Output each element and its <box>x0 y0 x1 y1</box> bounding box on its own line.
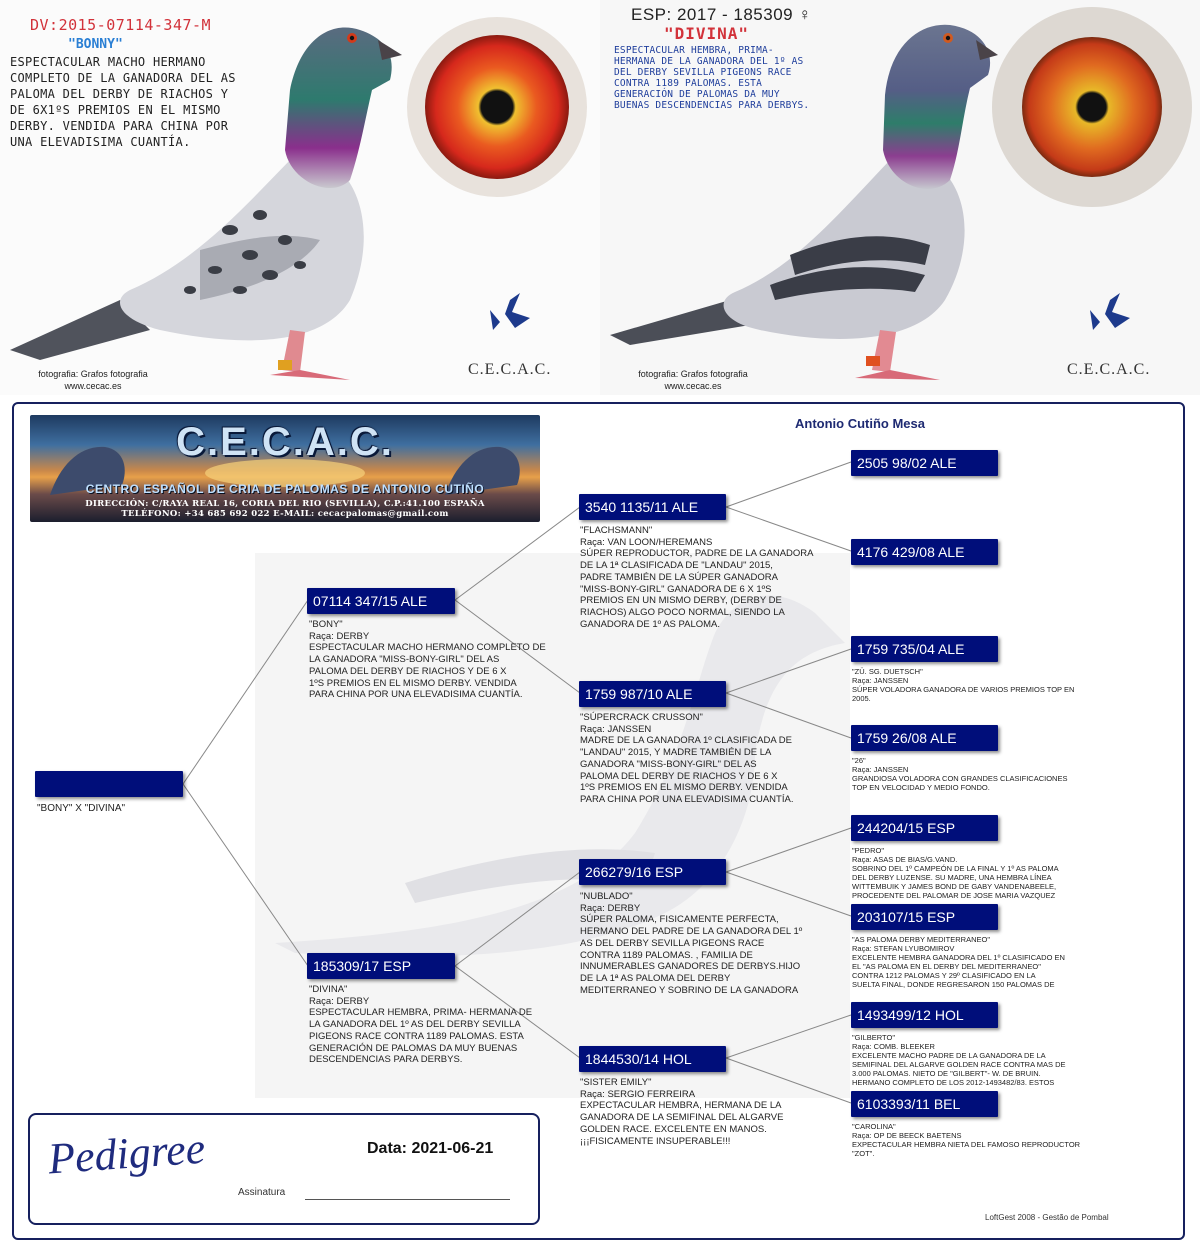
bonny-nickname: "BONNY" <box>68 37 123 52</box>
description-line: SÚPER PALOMA, FISICAMENTE PERFECTA, <box>580 914 779 926</box>
description-line: ESPECTACULAR HEMBRA, PRIMA- HERMANA DE <box>309 1007 533 1019</box>
sire-ring-box[interactable]: 07114 347/15 ALE <box>307 588 455 614</box>
description-line: ESPECTACULAR MACHO HERMANO COMPLETO DE <box>309 642 546 654</box>
description-line: LA GANADORA DEL 1º AS DEL DERBY SEVILLA <box>309 1019 521 1031</box>
photo-credit-url: www.cecac.es <box>64 381 122 391</box>
dsd-nickname: "AS PALOMA DERBY MEDITERRANEO" <box>852 935 990 944</box>
description-line: PALOMA DEL DERBY DE RIACHOS Y DE 6 X <box>580 770 778 782</box>
description-line: GOLDEN RACE. EXCELENTE EN MANOS. <box>580 1123 767 1135</box>
description-line: EL "AS PALOMA EN EL DERBY DEL MEDITERRANEO" <box>852 962 1041 971</box>
dam-breed: Raça: DERBY <box>309 995 370 1007</box>
dd-breed: Raça: SERGIO FERREIRA <box>580 1088 696 1100</box>
description-line: GANADORA DE LA SEMIFINAL DEL ALGARVE <box>580 1112 784 1124</box>
description-line: GRANDIOSA VOLADORA CON GRANDES CLASIFICACIONES <box>852 774 1068 783</box>
description-line: INNUMERABLES GANADORES DE DERBYS.HIJO <box>580 961 801 973</box>
dsd-breed: Raça: STEFAN LYUBOMIROV <box>852 944 955 953</box>
dam-ring-box[interactable]: 185309/17 ESP <box>307 953 455 979</box>
subject-ring-box[interactable] <box>35 771 183 797</box>
description-line: DE LA 1ª CLASIFICADA DE "LANDAU" 2015, <box>580 560 773 572</box>
description-line: DESCENDENCIAS PARA DERBYS. <box>309 1054 463 1066</box>
sds-ring-box[interactable]: 1759 735/04 ALE <box>851 636 998 662</box>
description-line: HERMANO COMPLETO DE LOS 2012-1493482/83. ESTOS <box>852 1078 1055 1087</box>
description-line: 3.000 PALOMAS. NIETO DE "GILBERT"- W. DE BRUIN. <box>852 1069 1041 1078</box>
ss-nickname: "FLACHSMANN" <box>580 525 653 536</box>
cecac-logo-text: C.E.C.A.C. <box>468 361 552 378</box>
ddd-breed: Raça: OP DE BEECK BAETENS <box>852 1131 962 1140</box>
sds-description <box>852 667 1074 703</box>
description-line: GENERACIÓN DE PALOMAS DA MUY BUENAS <box>309 1042 518 1054</box>
bonny-description-line: DERBY. VENDIDA PARA CHINA POR <box>10 119 229 133</box>
description-line: PARA CHINA POR UNA ELEVADISIMA CUANTÍA. <box>580 793 794 805</box>
dds-description <box>852 1033 1066 1087</box>
ds-breed: Raça: DERBY <box>580 902 641 914</box>
dds-breed: Raça: COMB. BLEEKER <box>852 1042 935 1051</box>
divina-description-line: BUENAS DESCENDENCIAS PARA DERBYS. <box>614 100 810 111</box>
photo-panel-bonny <box>0 0 600 395</box>
photo-credit-url: www.cecac.es <box>664 381 722 391</box>
cecac-logo-text: C.E.C.A.C. <box>1067 361 1151 378</box>
pedigree-date: Data: 2021-06-21 <box>367 1140 494 1157</box>
description-line: EXPECTACULAR HEMBRA, HERMANA DE LA <box>580 1100 782 1112</box>
description-line: SOBRINO DEL 1º CAMPEÓN DE LA FINAL Y 1º AS PALOMA <box>852 864 1059 873</box>
sds-nickname: "ZÜ. SG. DUETSCH" <box>852 667 923 676</box>
description-line: TOP EN VELOCIDAD Y MEDIO FONDO. <box>852 783 990 792</box>
ssd-ring-box[interactable]: 4176 429/08 ALE <box>851 539 998 565</box>
divina-description-line: CONTRA 1189 PALOMAS. ESTA <box>614 78 762 89</box>
bonny-description-line: COMPLETO DE LA GANADORA DEL AS <box>10 71 236 85</box>
description-line: EXCELENTE MACHO PADRE DE LA GANADORA DE LA <box>852 1051 1046 1060</box>
dss-ring-box[interactable]: 244204/15 ESP <box>851 815 998 841</box>
photo-credit-line: fotografia: Grafos fotografia <box>38 369 148 379</box>
description-line: GANADORA "MISS-BONY-GIRL" DEL AS <box>580 758 757 770</box>
description-line: SUELTA FINAL, DONDE REGRESARON 150 PALOMAS DE <box>852 980 1055 989</box>
description-line: 1ºS PREMIOS EN EL MISMO DERBY. VENDIDA <box>580 782 788 794</box>
software-credit: LoftGest 2008 - Gestão de Pombal <box>985 1213 1109 1222</box>
bonny-description-line: DE 6X1ºS PREMIOS EN EL MISMO <box>10 103 221 117</box>
sd-breed: Raça: JANSSEN <box>580 723 652 735</box>
bonny-ring-id: DV:2015-07114-347-M <box>30 16 212 34</box>
signature-line[interactable] <box>305 1199 510 1200</box>
ddd-description <box>852 1122 1080 1158</box>
dam-description <box>309 984 532 1066</box>
bonny-description-line: UNA ELEVADISIMA CUANTÍA. <box>10 135 191 149</box>
bonny-description-line: ESPECTACULAR MACHO HERMANO <box>10 55 206 69</box>
description-line: SEMIFINAL DEL ALGARVE GOLDEN RACE CONTRA MAS DE <box>852 1060 1066 1069</box>
bonny-photo-credit <box>28 368 158 392</box>
dd-ring-box[interactable]: 1844530/14 HOL <box>579 1046 726 1072</box>
dds-nickname: "GILBERTO" <box>852 1033 895 1042</box>
sire-description <box>309 619 546 701</box>
dds-ring-box[interactable]: 1493499/12 HOL <box>851 1002 998 1028</box>
description-line: 1ºS PREMIOS EN EL MISMO DERBY. VENDIDA <box>309 677 517 689</box>
divina-photo-credit <box>628 368 758 392</box>
subject-caption: "BONY" X "DIVINA" <box>37 803 126 814</box>
dd-description <box>580 1077 783 1147</box>
dam-nickname: "DIVINA" <box>309 984 348 995</box>
divina-description-line: DEL DERBY SEVILLA PIGEONS RACE <box>614 67 792 78</box>
photo-credit-line: fotografia: Grafos fotografia <box>638 369 748 379</box>
ds-ring-box[interactable]: 266279/16 ESP <box>579 859 726 885</box>
divina-description-line: ESPECTACULAR HEMBRA, PRIMA- <box>614 45 774 56</box>
bonny-description <box>10 54 236 150</box>
sdd-nickname: "26" <box>852 756 866 765</box>
description-line: CONTRA 1189 PALOMAS. , FAMILIA DE <box>580 949 753 961</box>
sdd-breed: Raça: JANSSEN <box>852 765 909 774</box>
description-line: CONTRA 1212 PALOMAS Y 29º CLASIFICADO EN LA <box>852 971 1036 980</box>
divina-description-line: GENERACIÓN DE PALOMAS DA MUY <box>614 89 780 100</box>
dss-breed: Raça: ASAS DE BIAS/G.VAND. <box>852 855 958 864</box>
description-line: ¡¡¡FISICAMENTE INSUPERABLE!!! <box>580 1135 731 1147</box>
ddd-nickname: "CAROLINA" <box>852 1122 896 1131</box>
sd-ring-box[interactable]: 1759 987/10 ALE <box>579 681 726 707</box>
description-line: PADRE TAMBIÉN DE LA SÚPER GANADORA <box>580 571 778 583</box>
description-line: AS DEL DERBY SEVILLA PIGEONS RACE <box>580 937 765 949</box>
description-line: EXPECTACULAR HEMBRA NIETA DEL FAMOSO REPRODUCTOR <box>852 1140 1081 1149</box>
description-line: DEL DERBY LUZENSE. SU MADRE, UNA HEMBRA LÍNEA <box>852 873 1052 882</box>
dss-description <box>852 846 1059 900</box>
description-line: SÚPER REPRODUCTOR, PADRE DE LA GANADORA <box>580 548 814 560</box>
ss-description <box>580 525 814 630</box>
cecac-banner <box>30 415 540 522</box>
sss-ring-box[interactable]: 2505 98/02 ALE <box>851 450 998 476</box>
ds-description <box>580 891 802 996</box>
dd-nickname: "SISTER EMILY" <box>580 1077 652 1088</box>
description-line: GANADORA DE 1º AS PALOMA. <box>580 618 721 630</box>
description-line: DE LA 1ª AS PALOMA DEL DERBY <box>580 972 731 984</box>
photo-panel-divina <box>600 0 1200 395</box>
description-line: PROCEDENTE DEL PALOMAR DE JOSE MARIA VAZQUEZ <box>852 891 1056 900</box>
description-line: PARA CHINA POR UNA ELEVADISIMA CUANTÍA. <box>309 689 523 701</box>
sire-nickname: "BONY" <box>309 619 343 630</box>
signature-label: Assinatura <box>238 1187 286 1198</box>
description-line: 2005. <box>852 694 871 703</box>
description-line: "ZOT". <box>852 1149 875 1158</box>
bonny-description-line: PALOMA DEL DERBY DE RIACHOS Y <box>10 87 229 101</box>
dsd-description <box>852 935 1065 989</box>
description-line: HERMANO DEL PADRE DE LA GANADORA DEL 1º <box>580 926 803 938</box>
description-line: EXCELENTE HEMBRA GANADORA DEL 1º CLASIFICADO EN <box>852 953 1065 962</box>
divina-ring-title: ESP: 2017 - 185309 ♀ <box>631 5 812 24</box>
sire-breed: Raça: DERBY <box>309 630 370 642</box>
sd-nickname: "SÚPERCRACK CRUSSON" <box>580 712 703 723</box>
sd-description <box>580 712 793 806</box>
description-line: PIGEONS RACE CONTRA 1189 PALOMAS. ESTA <box>309 1030 524 1042</box>
description-line: MADRE DE LA GANADORA 1º CLASIFICADA DE <box>580 735 793 747</box>
banner-address: DIRECCIÓN: C/RAYA REAL 16, CORIA DEL RIO (SEVILLA), C.P.:41.100 ESPAÑA <box>85 499 485 509</box>
description-line: RIACHOS) ALGO POCO NORMAL, SIENDO LA <box>580 606 785 618</box>
pedigree-script-title: Pedigree <box>46 1123 207 1184</box>
banner-title: C.E.C.A.C. <box>176 420 394 464</box>
description-line: PREMIOS EN UN MISMO DERBY, (DERBY DE <box>580 595 782 607</box>
ss-breed: Raça: VAN LOON/HEREMANS <box>580 536 713 548</box>
divina-description <box>614 45 809 111</box>
ddd-ring-box[interactable]: 6103393/11 BEL <box>851 1091 998 1117</box>
ss-ring-box[interactable]: 3540 1135/11 ALE <box>579 494 726 520</box>
divina-nickname: "DIVINA" <box>664 24 750 43</box>
owner-name: Antonio Cutiño Mesa <box>795 416 925 431</box>
description-line: WITTEMBUIK Y JAMES BOND DE GABY VANDENABEELE, <box>852 882 1057 891</box>
sdd-description <box>852 756 1067 792</box>
banner-subtitle: CENTRO ESPAÑOL DE CRIA DE PALOMAS DE ANTONIO CUTIÑO <box>85 482 485 496</box>
dss-nickname: "PEDRO" <box>852 846 884 855</box>
description-line: LA GANADORA "MISS-BONY-GIRL" DEL AS <box>309 654 500 666</box>
sdd-ring-box[interactable]: 1759 26/08 ALE <box>851 725 998 751</box>
description-line: MEDITERRANEO Y SOBRINO DE LA GANADORA <box>580 984 799 996</box>
description-line: "LANDAU" 2015, Y MADRE TAMBIÉN DE LA <box>580 747 772 759</box>
description-line: PALOMA DEL DERBY DE RIACHOS Y DE 6 X <box>309 665 507 677</box>
description-line: "MISS-BONY-GIRL" GANADORA DE 6 X 1ºS <box>580 583 772 595</box>
sds-breed: Raça: JANSSEN <box>852 676 909 685</box>
description-line: SÚPER VOLADORA GANADORA DE VARIOS PREMIOS TOP EN <box>852 685 1075 694</box>
banner-contact: TELÉFONO: +34 685 692 022 E-MAIL: cecacpalomas@gmail.com <box>121 509 449 519</box>
dsd-ring-box[interactable]: 203107/15 ESP <box>851 904 998 930</box>
divina-description-line: HERMANA DE LA GANADORA DEL 1º AS <box>614 56 804 67</box>
ds-nickname: "NUBLADO" <box>580 891 633 902</box>
